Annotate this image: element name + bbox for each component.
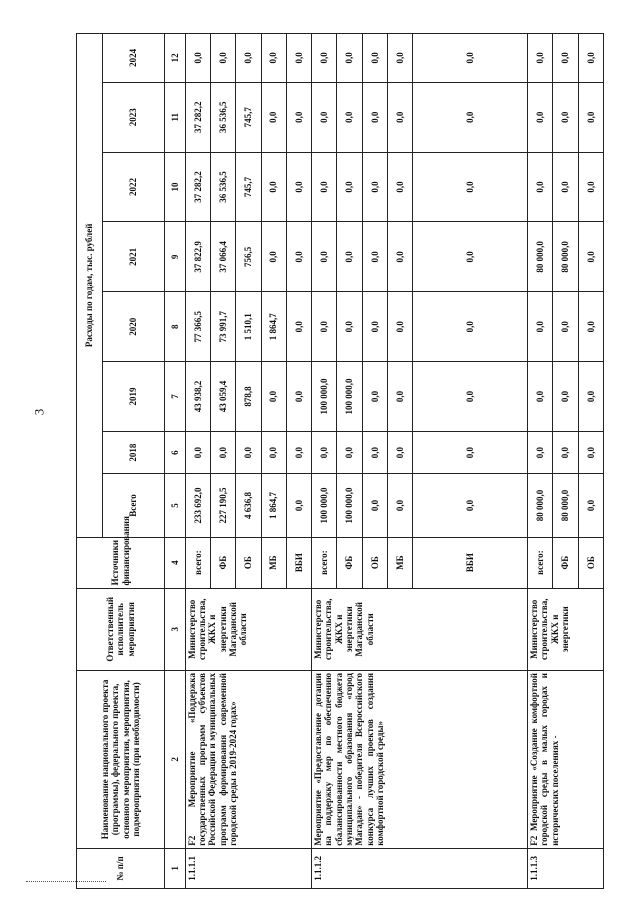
amount-cell: 0,0 [236,431,261,473]
measure-name: Мероприятие «Предоставление дотации на поддержку мер по обеспечению сбалансированности местного бюджета муниципального образования «город Магадан» - победителя Всероссийского конкурса лучших проектов создания комфортной городской среды» [312,671,528,849]
header-year: 2019 [103,362,165,432]
funding-source: ВБИ [413,537,528,588]
column-index: 5 [165,474,186,537]
amount-cell: 0,0 [337,222,362,292]
amount-cell: 0,0 [413,34,528,83]
column-index-row [165,34,186,889]
funding-source: всего: [528,537,553,588]
amount-cell: 0,0 [286,431,311,473]
amount-cell: 0,0 [286,292,311,362]
header-year: 2023 [103,82,165,152]
amount-cell: 0,0 [286,474,311,537]
amount-cell: 0,0 [185,431,210,473]
amount-cell: 0,0 [261,222,286,292]
amount-cell: 0,0 [337,82,362,152]
amount-cell: 0,0 [413,222,528,292]
amount-cell: 0,0 [387,82,412,152]
header-num: № п/п [77,848,165,888]
amount-cell: 0,0 [261,362,286,432]
amount-cell: 0,0 [528,152,553,222]
amount-cell: 77 366,5 [185,292,210,362]
amount-cell: 37 822,9 [185,222,210,292]
amount-cell: 1 864,7 [261,474,286,537]
amount-cell: 0,0 [387,152,412,222]
column-index: 7 [165,362,186,432]
header-name: Наименование национального проекта (программы), федерального проекта, основного мероприятия, мероприятия, подмероприятия (при необходимости) [77,671,165,849]
amount-cell: 0,0 [261,431,286,473]
amount-cell: 0,0 [578,34,603,83]
amount-cell: 100 000,0 [312,362,337,432]
executor-name: Министерство строительства, ЖКХ и энергетики Магаданской области [185,588,311,671]
amount-cell: 0,0 [387,222,412,292]
amount-cell: 0,0 [553,34,578,83]
amount-cell: 0,0 [413,152,528,222]
amount-cell: 0,0 [413,362,528,432]
header-year: 2020 [103,292,165,362]
amount-cell: 0,0 [413,474,528,537]
amount-cell: 0,0 [528,82,553,152]
amount-cell: 0,0 [528,362,553,432]
row-number: 1.1.1.3 [528,848,604,888]
amount-cell: 0,0 [413,292,528,362]
amount-cell: 0,0 [362,362,387,432]
amount-cell: 0,0 [286,82,311,152]
column-index: 8 [165,292,186,362]
funding-source: ФБ [337,537,362,588]
amount-cell: 0,0 [210,34,235,83]
column-index: 1 [165,848,186,888]
amount-cell: 0,0 [362,431,387,473]
header-year: 2024 [103,34,165,83]
amount-cell: 1 864,7 [261,292,286,362]
header-executor: Ответственный исполнитель мероприятия [77,588,165,671]
amount-cell: 43 059,4 [210,362,235,432]
amount-cell: 0,0 [578,222,603,292]
amount-cell: 80 000,0 [528,222,553,292]
amount-cell: 0,0 [413,431,528,473]
column-index: 2 [165,671,186,849]
amount-cell: 0,0 [261,82,286,152]
table-row [185,34,210,889]
header-year: 2021 [103,222,165,292]
amount-cell: 0,0 [528,431,553,473]
funding-source: всего: [312,537,337,588]
amount-cell: 0,0 [362,292,387,362]
amount-cell: 0,0 [261,152,286,222]
column-index: 3 [165,588,186,671]
amount-cell: 0,0 [528,292,553,362]
funding-source: МБ [261,537,286,588]
amount-cell: 80 000,0 [553,474,578,537]
amount-cell: 0,0 [528,34,553,83]
amount-cell: 233 692,0 [185,474,210,537]
expenses-table [76,33,604,889]
funding-source: ОБ [578,537,603,588]
amount-cell: 0,0 [413,82,528,152]
amount-cell: 37 282,2 [185,152,210,222]
amount-cell: 0,0 [337,431,362,473]
amount-cell: 0,0 [312,82,337,152]
header-source: Источники финансирования [77,537,165,588]
amount-cell: 100 000,0 [312,474,337,537]
amount-cell: 0,0 [362,474,387,537]
amount-cell: 0,0 [578,152,603,222]
column-index: 10 [165,152,186,222]
amount-cell: 0,0 [337,34,362,83]
amount-cell: 0,0 [286,152,311,222]
amount-cell: 0,0 [387,431,412,473]
amount-cell: 0,0 [553,362,578,432]
funding-source: ВБИ [286,537,311,588]
measure-name: F2 Мероприятие «Создание комфортной городской среды в малых городах и исторических поселениях - [528,671,604,849]
column-index: 4 [165,537,186,588]
rotated-table-container [76,33,604,889]
amount-cell: 0,0 [553,431,578,473]
amount-cell: 0,0 [362,222,387,292]
amount-cell: 0,0 [578,292,603,362]
funding-source: МБ [387,537,412,588]
amount-cell: 0,0 [312,34,337,83]
amount-cell: 0,0 [337,152,362,222]
amount-cell: 43 938,2 [185,362,210,432]
amount-cell: 0,0 [387,362,412,432]
amount-cell: 0,0 [286,222,311,292]
funding-source: ОБ [236,537,261,588]
amount-cell: 0,0 [578,474,603,537]
amount-cell: 80 000,0 [528,474,553,537]
header-year: Всего [103,474,165,537]
amount-cell: 80 000,0 [553,222,578,292]
table-row [312,34,337,889]
row-number: 1.1.1.1 [185,848,311,888]
amount-cell: 100 000,0 [337,362,362,432]
amount-cell: 36 536,5 [210,82,235,152]
amount-cell: 0,0 [578,82,603,152]
amount-cell: 878,8 [236,362,261,432]
amount-cell: 0,0 [337,292,362,362]
amount-cell: 0,0 [578,362,603,432]
funding-source: ФБ [210,537,235,588]
amount-cell: 36 536,5 [210,152,235,222]
amount-cell: 0,0 [362,34,387,83]
amount-cell: 745,7 [236,152,261,222]
amount-cell: 37 066,4 [210,222,235,292]
column-index: 12 [165,34,186,83]
amount-cell: 1 510,1 [236,292,261,362]
executor-name: Министерство строительства, ЖКХ и энергетики Магаданской области [312,588,528,671]
header-year: 2022 [103,152,165,222]
header-year: 2018 [103,431,165,473]
amount-cell: 0,0 [286,34,311,83]
amount-cell: 0,0 [312,292,337,362]
amount-cell: 0,0 [553,292,578,362]
column-index: 11 [165,82,186,152]
amount-cell: 0,0 [362,152,387,222]
amount-cell: 0,0 [387,292,412,362]
amount-cell: 0,0 [312,152,337,222]
amount-cell: 0,0 [387,474,412,537]
amount-cell: 0,0 [185,34,210,83]
amount-cell: 227 190,5 [210,474,235,537]
row-number: 1.1.1.2 [312,848,528,888]
executor-name: Министерство строительства, ЖКХ и энергетики [528,588,604,671]
amount-cell: 745,7 [236,82,261,152]
amount-cell: 0,0 [261,34,286,83]
page-number: 3 [31,408,47,416]
funding-source: ОБ [362,537,387,588]
amount-cell: 0,0 [312,222,337,292]
measure-name: F2 Мероприятие «Поддержка государственных программ субъектов Российской Федерации и муниципальных программ формирования современной городской среды в 2019-2024 годах» [185,671,311,849]
amount-cell: 0,0 [236,34,261,83]
amount-cell: 0,0 [553,152,578,222]
footer-divider [26,881,106,882]
amount-cell: 100 000,0 [337,474,362,537]
amount-cell: 0,0 [312,431,337,473]
amount-cell: 0,0 [578,431,603,473]
funding-source: всего: [185,537,210,588]
amount-cell: 73 991,7 [210,292,235,362]
amount-cell: 0,0 [362,82,387,152]
amount-cell: 0,0 [553,82,578,152]
column-index: 9 [165,222,186,292]
amount-cell: 37 282,2 [185,82,210,152]
table-row [528,34,553,889]
amount-cell: 0,0 [210,431,235,473]
amount-cell: 756,5 [236,222,261,292]
amount-cell: 0,0 [286,362,311,432]
funding-source: ФБ [553,537,578,588]
amount-cell: 4 636,8 [236,474,261,537]
column-index: 6 [165,431,186,473]
amount-cell: 0,0 [387,34,412,83]
header-expenses: Расходы по годам, тыс. рублей [77,34,103,538]
